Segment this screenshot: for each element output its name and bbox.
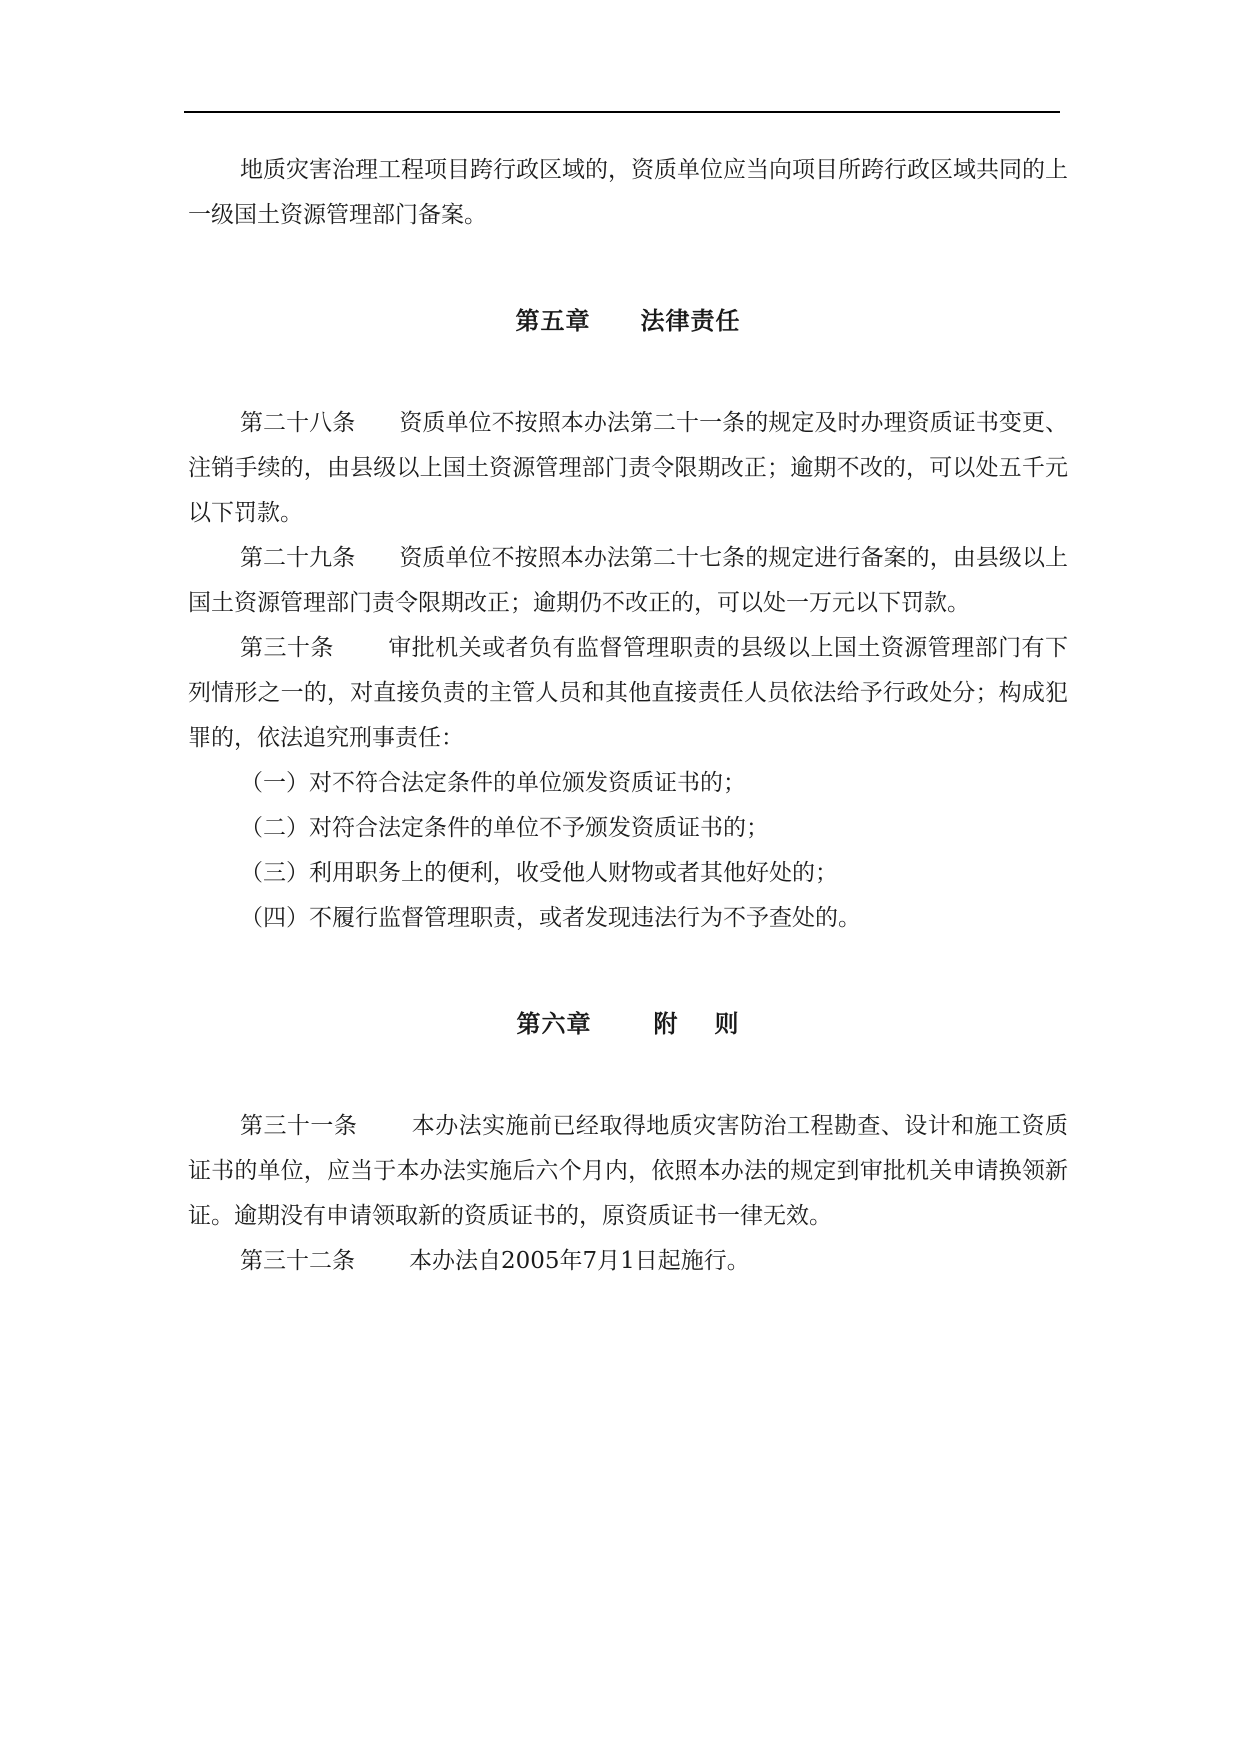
article-30 <box>188 626 1068 761</box>
list-item: （二）对符合法定条件的单位不予颁发资质证书的； <box>240 815 769 841</box>
article-label: 第二十九条 <box>240 545 356 571</box>
article-text: 审批机关或者负有监督管理职责的县级以上国土资源管理部门有下列情形之一的，对直接负责的主管人员和其他直接责任人员依法给予行政处分；构成犯罪的，依法追究刑事责任： <box>188 635 1069 751</box>
intro-paragraph <box>188 148 1068 238</box>
article-label: 第三十二条 <box>240 1248 355 1274</box>
list-item: （一）对不符合法定条件的单位颁发资质证书的； <box>240 770 746 796</box>
chapter-heading-6 <box>188 1001 1068 1046</box>
list-item: （四）不履行监督管理职责，或者发现违法行为不予查处的。 <box>240 905 861 931</box>
intro-text: 地质灾害治理工程项目跨行政区域的，资质单位应当向项目所跨行政区域共同的上一级国土资源管理部门备案。 <box>188 157 1068 228</box>
chapter-number: 第六章 <box>516 1009 592 1038</box>
article-text: 资质单位不按照本办法第二十一条的规定及时办理资质证书变更、注销手续的，由县级以上国土资源管理部门责令限期改正；逾期不改的，可以处五千元以下罚款。 <box>188 410 1069 526</box>
chapter-heading-5 <box>188 298 1068 343</box>
article-label: 第二十八条 <box>240 410 356 436</box>
article-text: 本办法自2005年7月1日起施行。 <box>409 1248 750 1274</box>
chapter-title: 法律责任 <box>640 306 741 335</box>
article-label: 第三十条 <box>240 635 334 661</box>
article-32 <box>188 1239 1068 1284</box>
list-item: （三）利用职务上的便利，收受他人财物或者其他好处的； <box>240 860 838 886</box>
document-body <box>188 148 1068 1284</box>
header-rule <box>184 111 1060 113</box>
article-label: 第三十一条 <box>240 1113 358 1139</box>
article-29 <box>188 536 1068 626</box>
chapter-title-part: 则 <box>714 1009 740 1038</box>
chapter-number: 第五章 <box>515 306 591 335</box>
article-28 <box>188 401 1068 536</box>
article-31 <box>188 1104 1068 1239</box>
article-text: 资质单位不按照本办法第二十七条的规定进行备案的，由县级以上国土资源管理部门责令限期改正；逾期仍不改正的，可以处一万元以下罚款。 <box>188 545 1069 616</box>
chapter-title-part: 附 <box>653 1009 679 1038</box>
article-text: 本办法实施前已经取得地质灾害防治工程勘查、设计和施工资质证书的单位，应当于本办法实施后六个月内，依照本办法的规定到审批机关申请换领新证。逾期没有申请领取新的资质证书的，原资质证书一律无效。 <box>188 1113 1069 1229</box>
